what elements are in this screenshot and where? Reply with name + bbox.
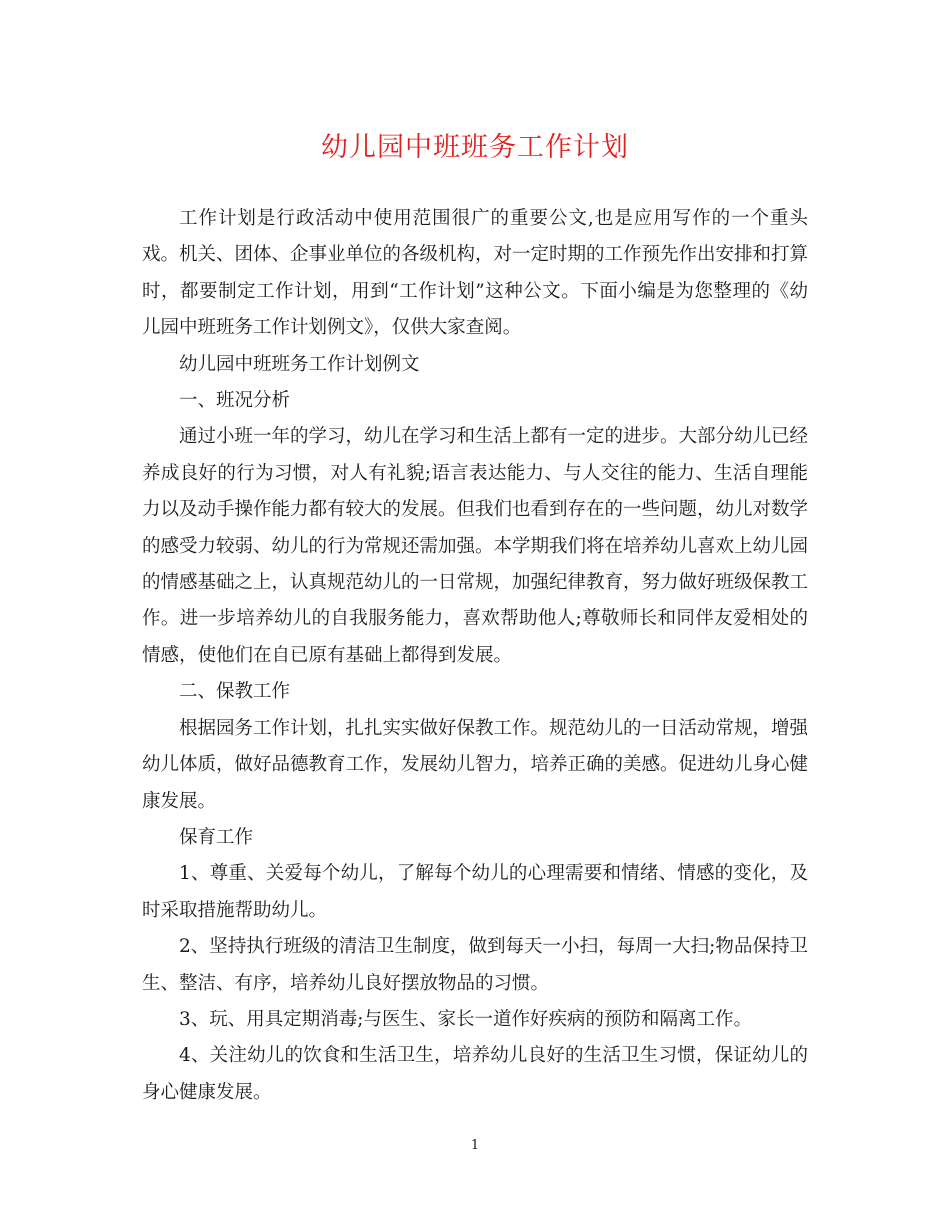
paragraph-subtitle: 幼儿园中班班务工作计划例文 xyxy=(179,353,420,375)
list-item-2: 2、坚持执行班级的清洁卫生制度，做到每天一小扫，每周一大扫;物品保持卫生、整洁、有序，培养幼儿良好摆放物品的习惯。 xyxy=(142,936,808,994)
document-body xyxy=(142,201,808,1111)
section-heading-care-education: 二、保教工作 xyxy=(179,681,291,703)
paragraph-intro: 工作计划是行政活动中使用范围很广的重要公文,也是应用写作的一个重头戏。机关、团体、企事业单位的各级机构，对一定时期的工作预先作出安排和打算时，都要制定工作计划，用到“工作计划”这种公文。下面小编是为您整理的《幼儿园中班班务工作计划例文》，仅供大家查阅。 xyxy=(142,208,809,339)
document-title: 幼儿园中班班务工作计划 xyxy=(321,132,629,163)
page-number: 1 xyxy=(470,1138,480,1153)
paragraph-class-analysis: 通过小班一年的学习，幼儿在学习和生活上都有一定的进步。大部分幼儿已经养成良好的行为习惯，对人有礼貌;语言表达能力、与人交往的能力、生活自理能力以及动手操作能力都有较大的发展。但我们也看到存在的一些问题，幼儿对数学的感受力较弱、幼儿的行为常规还需加强。本学期我们将在培养幼儿喜欢上幼儿园的情感基础之上，认真规范幼儿的一日常规，加强纪律教育，努力做好班级保教工作。进一步培养幼儿的自我服务能力，喜欢帮助他人;尊敬师长和同伴友爱相处的情感，使他们在自已原有基础上都得到发展。 xyxy=(142,426,809,666)
subheading-childcare-work: 保育工作 xyxy=(179,826,254,848)
list-item-4: 4、关注幼儿的饮食和生活卫生，培养幼儿良好的生活卫生习惯，保证幼儿的身心健康发展。 xyxy=(142,1045,808,1103)
list-item-1: 1、尊重、关爱每个幼儿，了解每个幼儿的心理需要和情绪、情感的变化，及时采取措施帮助幼儿。 xyxy=(142,863,808,921)
paragraph-care-education: 根据园务工作计划，扎扎实实做好保教工作。规范幼儿的一日活动常规，增强幼儿体质，做好品德教育工作，发展幼儿智力，培养正确的美感。促进幼儿身心健康发展。 xyxy=(142,717,809,812)
list-item-3: 3、玩、用具定期消毒;与医生、家长一道作好疾病的预防和隔离工作。 xyxy=(179,1008,753,1030)
section-heading-class-analysis: 一、班况分析 xyxy=(179,390,291,412)
